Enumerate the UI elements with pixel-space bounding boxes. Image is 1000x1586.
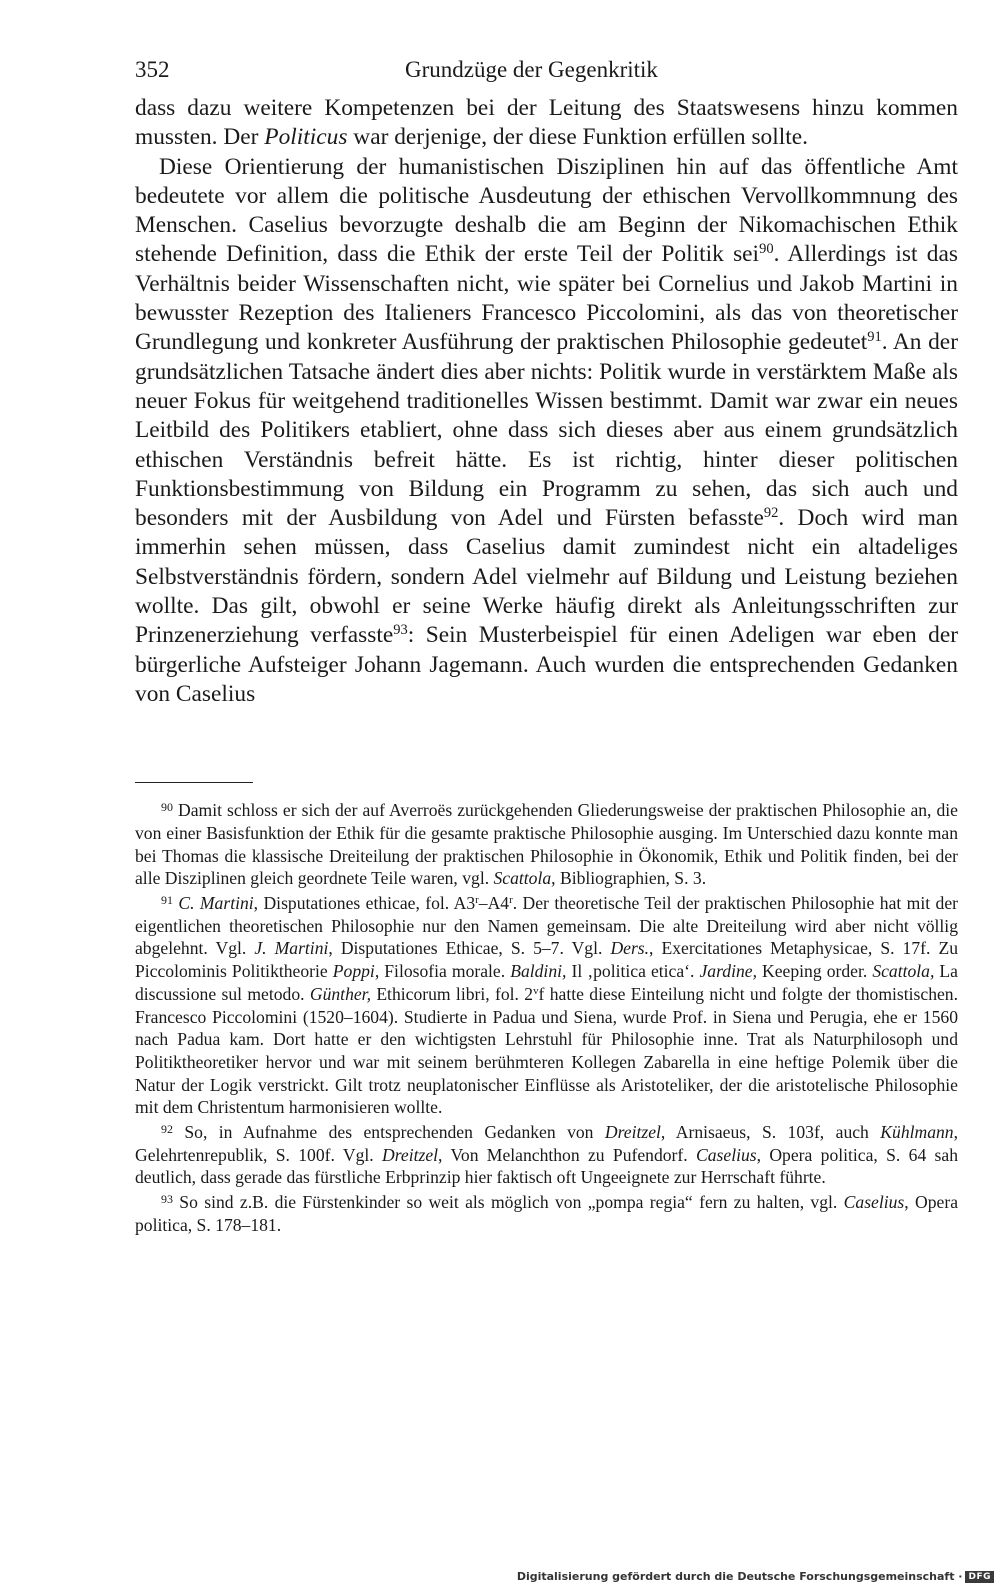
page-number: 352 (135, 57, 170, 82)
footnote-93: $^{93}$ So sind z.B. die Fürstenkinder so weit als möglich von „pompa regia“ fern zu halten, vgl. Caselius, Opera politica, S. 178–181. (135, 1192, 959, 1235)
footnote-92: $^{92}$ So, in Aufnahme des entsprechenden Gedanken von Dreitzel, Arnisaeus, S. 103f, auch Kühlmann, Gelehrtenrepublik, S. 100f. Vgl. Dreitzel, Von Melanchthon zu Pufendorf. Caselius, Opera politica, S. 64 sah deutlich, dass gerade das fürstliche Erbprinzip hier faktisch oft Ungeeignete zur Herrschaft führte. (135, 1122, 959, 1188)
page-header (135, 50, 958, 90)
paragraph-2: Diese Orientierung der humanistischen Disziplinen hin auf das öffentliche Amt bedeutete vor allem die politische Ausdeutung der ethischen Vervollkommnung des Menschen. Caselius bevorzugte deshalb die am Beginn der Nikomachischen Ethik stehende Definition, dass die Ethik der erste Teil der Politik sei$^{90}$. Allerdings ist das Verhältnis beider Wissenschaften nicht, wie später bei Cornelius und Jakob Martini in bewusster Rezeption des Italieners Francesco Piccolomini, als das von theoretischer Grundlegung und konkreter Ausführung der praktischen Philosophie gedeutet$^{91}$. An der grundsätzlichen Tatsache ändert dies aber nichts: Politik wurde in verstärktem Maße als neuer Fokus für weitgehend traditionelles Wissen bestimmt. Damit war zwar ein neues Leitbild des Politikers etabliert, ohne dass sich dieses aber aus einem grundsätzlich ethischen Verständnis befreit hätte. Es ist richtig, hinter dieser politischen Funktionsbestimmung von Bildung ein Programm zu sehen, das sich auch und besonders mit der Ausbildung von Adel und Fürsten befasste$^{92}$. Doch wird man immerhin sehen müssen, dass Caselius damit zumindest nicht ein altadeliges Selbstverständnis fördern, sondern Adel vielmehr auf Bildung und Leistung beziehen wollte. Das gilt, obwohl er seine Werke häufig direkt als Anleitungsschriften zur Prinzenerziehung verfasste$^{93}$: Sein Musterbeispiel für einen Adeligen war eben der bürgerliche Aufsteiger Johann Jagemann. Auch wurden die entsprechenden Gedanken von Caselius (135, 153, 959, 707)
footnotes (135, 799, 958, 1236)
footnote-divider (135, 782, 253, 783)
footnote-ref-93[interactable]: 93 (393, 622, 408, 639)
book-page (135, 50, 958, 1237)
digitization-credit (517, 1570, 994, 1583)
main-text (135, 94, 958, 709)
footnote-91: $^{91}$ C. Martini, Disputationes ethicae, fol. A3$^r$–A4$^r$. Der theoretische Teil der praktischen Philosophie hat mit der eigentlichen theoretischen Philosophie nur den Namen gemeinsam. Die alte Dreiteilung wird aber nicht völlig abgelehnt. Vgl. J. Martini, Disputationes Ethicae, S. 5–7. Vgl. Ders., Exercitationes Metaphysicae, S. 17f. Zu Piccolominis Politiktheorie Poppi, Filosofia morale. Baldini, Il ‚politica etica‘. Jardine, Keeping order. Scattola, La discussione sul metodo. Günther, Ethicorum libri, fol. 2$^v$f hatte diese Einteilung nicht und folgte der thomistischen. Francesco Piccolomini (1520–1604). Studierte in Padua und Siena, wurde Prof. in Siena und Perugia, ehe er 1560 nach Padua kam. Dort hatte er den wichtigsten Lehrstuhl für Philosophie inne. Trat als Naturphilosoph und Politiktheoretiker hervor und war mit seinem berühmteren Kollegen Zabarella in eine heftige Polemik über die Natur der Logik verstrickt. Gilt trotz neuplatonischer Einflüsse als Aristoteliker, der die aristotelische Philosophie mit dem Christentum harmonisieren wollte. (135, 893, 959, 1118)
footnote-90: $^{90}$ Damit schloss er sich der auf Averroës zurückgehenden Gliederungsweise der praktischen Philosophie an, die von einer Basisfunktion der Ethik für die gesamte praktische Philosophie ausging. Im Unterschied dazu konnte man bei Thomas die klassische Dreiteilung der praktischen Philosophie in Ökonomik, Ethik und Politik finden, bei der alle Disziplinen gleich geordnete Teile waren, vgl. Scattola, Bibliographien, S. 3. (135, 800, 958, 889)
dfg-logo: DFG (965, 1571, 994, 1583)
running-title: Grundzüge der Gegenkritik (405, 57, 658, 82)
paragraph-1: dass dazu weitere Kompetenzen bei der Leitung des Staatswesens hinzu kommen mussten. Der Politicus war derjenige, der diese Funktion erfüllen sollte. (135, 95, 958, 151)
digitization-credit-text: Digitalisierung gefördert durch die Deutsche Forschungsgemeinschaft · (516, 1570, 963, 1583)
footnote-ref-91[interactable]: 91 (867, 329, 882, 346)
footnote-ref-90[interactable]: 90 (759, 241, 774, 258)
footnote-ref-92[interactable]: 92 (763, 505, 779, 522)
